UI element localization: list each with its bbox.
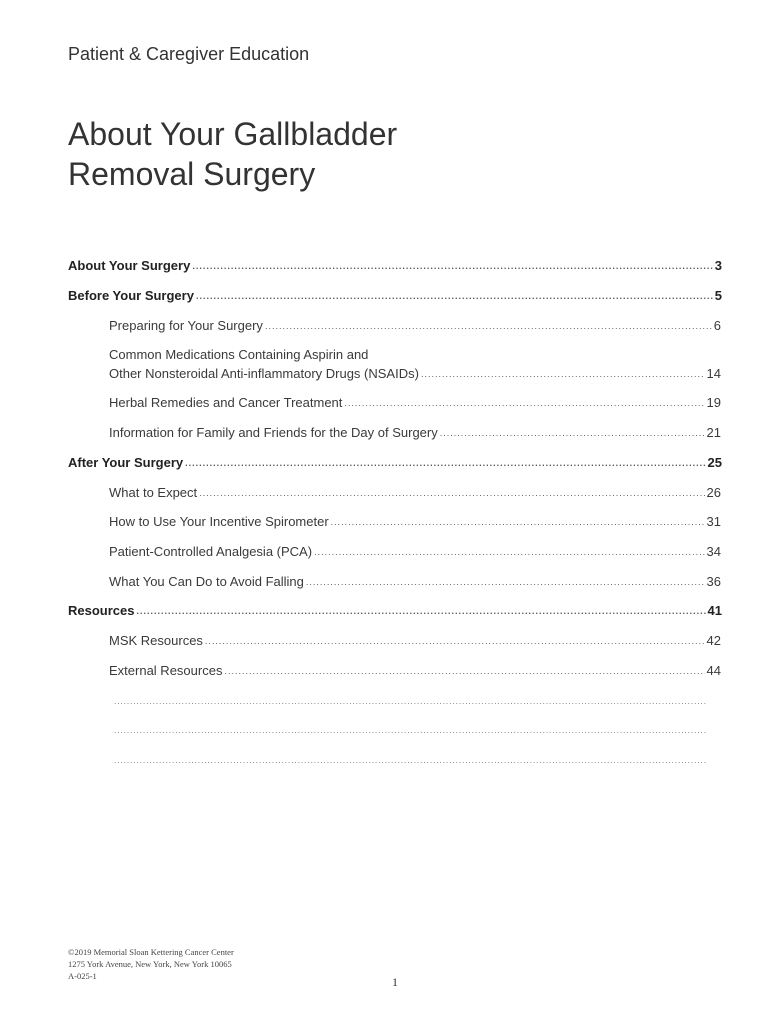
toc-entry-page: 6	[713, 318, 721, 333]
toc-entry-page: 21	[706, 425, 721, 440]
toc-entry-about-your-surgery[interactable]	[68, 258, 722, 273]
document-title	[68, 114, 397, 194]
toc-entry-label: Other Nonsteroidal Anti-inflammatory Drugs (NSAIDs)	[109, 366, 419, 381]
toc-entry-before-your-surgery[interactable]	[68, 288, 722, 303]
toc-entry-patient-controlled-analgesia[interactable]	[109, 544, 721, 559]
toc-entry-after-your-surgery[interactable]	[68, 455, 722, 470]
toc-entry-label-line-1: Common Medications Containing Aspirin and	[109, 347, 369, 362]
toc-entry-page: 44	[706, 663, 721, 678]
toc-entry-information-for-family[interactable]	[109, 425, 721, 440]
toc-entry-label: What You Can Do to Avoid Falling	[109, 574, 304, 589]
toc-entry-label: Patient-Controlled Analgesia (PCA)	[109, 544, 313, 559]
toc-entry-label: Before Your Surgery	[68, 288, 194, 303]
toc-entry-label: Resources	[68, 603, 135, 618]
toc-entry-label: What to Expect	[109, 485, 198, 500]
toc-leader-dots	[314, 547, 704, 557]
toc-entry-incentive-spirometer[interactable]	[109, 514, 721, 529]
toc-entry-page: 5	[714, 288, 722, 303]
toc-entry-common-medications[interactable]	[109, 366, 721, 381]
toc-entry-page: 31	[706, 514, 721, 529]
toc-entry-resources[interactable]	[68, 603, 722, 618]
toc-entry-page: 42	[706, 633, 721, 648]
toc-entry-label: About Your Surgery	[68, 258, 191, 273]
toc-leader-dots	[331, 517, 705, 527]
toc-entry-page: 3	[714, 258, 722, 273]
document-title-line-1: About Your Gallbladder	[68, 116, 398, 152]
toc-entry-page: 19	[706, 395, 721, 410]
toc-entry-page: 14	[706, 366, 721, 381]
footer-document-code: A-025-1	[68, 971, 97, 981]
toc-entry-label: How to Use Your Incentive Spirometer	[109, 514, 329, 529]
toc-entry-label: After Your Surgery	[68, 455, 184, 470]
page-number: 1	[392, 975, 398, 989]
toc-entry-msk-resources[interactable]	[109, 633, 721, 648]
document-title-line-2: Removal Surgery	[68, 156, 316, 192]
toc-leader-dots	[199, 488, 704, 498]
toc-leader-dots	[185, 458, 705, 468]
empty-toc-leader-line	[114, 756, 706, 766]
empty-toc-leader-line	[114, 697, 706, 707]
toc-leader-dots	[136, 606, 705, 616]
toc-entry-page: 41	[707, 603, 722, 618]
empty-toc-leader-line	[114, 726, 706, 736]
toc-entry-label: External Resources	[109, 663, 223, 678]
toc-leader-dots	[196, 291, 713, 301]
toc-entry-page: 34	[706, 544, 721, 559]
toc-entry-herbal-remedies[interactable]	[109, 395, 721, 410]
toc-leader-dots	[306, 577, 705, 587]
toc-leader-dots	[205, 636, 705, 646]
toc-entry-label: Herbal Remedies and Cancer Treatment	[109, 395, 343, 410]
toc-leader-dots	[421, 369, 705, 379]
toc-entry-page: 25	[707, 455, 722, 470]
toc-leader-dots	[344, 398, 704, 408]
toc-entry-external-resources[interactable]	[109, 663, 721, 678]
toc-leader-dots	[440, 428, 705, 438]
toc-entry-label: MSK Resources	[109, 633, 203, 648]
toc-leader-dots	[265, 321, 712, 331]
toc-entry-common-medications-line-1[interactable]	[109, 347, 721, 362]
toc-entry-avoid-falling[interactable]	[109, 574, 721, 589]
toc-entry-page: 26	[706, 485, 721, 500]
toc-entry-label: Information for Family and Friends for the Day of Surgery	[109, 425, 438, 440]
toc-entry-preparing-for-your-surgery[interactable]	[109, 318, 721, 333]
toc-leader-dots	[192, 261, 712, 271]
document-footer	[68, 946, 234, 982]
toc-entry-label: Preparing for Your Surgery	[109, 318, 263, 333]
footer-address: 1275 York Avenue, New York, New York 10065	[68, 959, 232, 969]
document-kicker: Patient & Caregiver Education	[68, 44, 310, 64]
footer-copyright: ©2019 Memorial Sloan Kettering Cancer Center	[68, 947, 234, 957]
toc-leader-dots	[224, 666, 704, 676]
toc-entry-page: 36	[706, 574, 721, 589]
toc-entry-what-to-expect[interactable]	[109, 485, 721, 500]
